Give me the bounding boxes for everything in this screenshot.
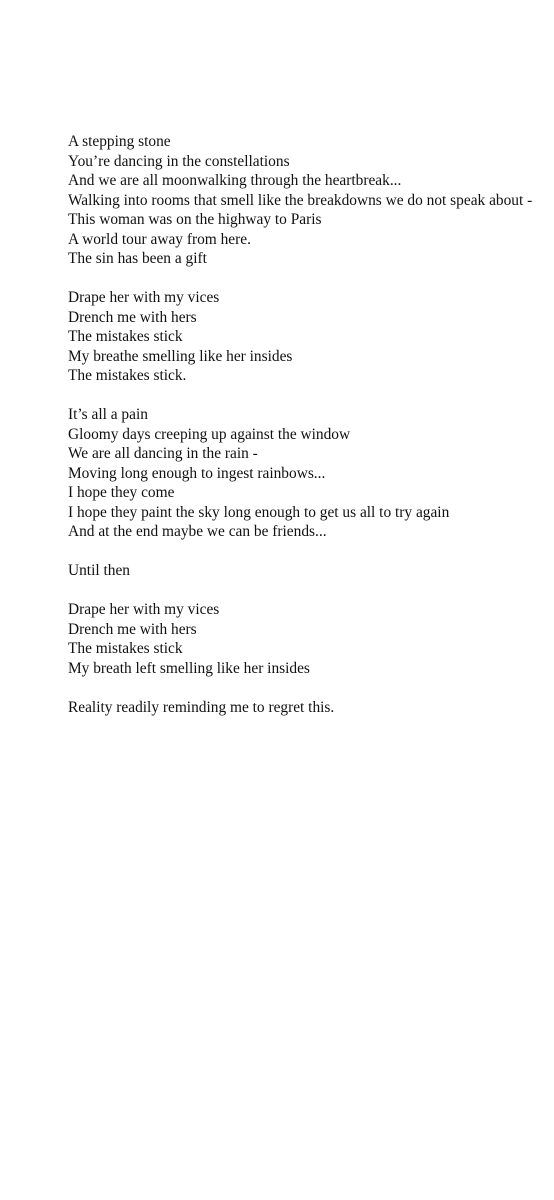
poem-line: And at the end maybe we can be friends... <box>68 523 327 540</box>
poem-line: It’s all a pain <box>68 406 148 423</box>
poem-line: Moving long enough to ingest rainbows... <box>68 464 326 482</box>
poem-line: My breath left smelling like her insides <box>68 659 310 677</box>
poem-line: We are all dancing in the rain - <box>68 445 258 462</box>
stanza-1 <box>68 132 538 269</box>
stanza-5 <box>68 600 538 678</box>
poem-line: This woman was on the highway to Paris <box>68 211 322 228</box>
poem-line: Walking into rooms that smell like the breakdowns we do not speak about - <box>68 191 533 209</box>
poem-line: You’re dancing in the constellations <box>68 152 290 170</box>
poem-line: Until then <box>68 562 130 579</box>
poem-line: Drench me with hers <box>68 308 197 326</box>
poem-line: Drape her with my vices <box>68 289 220 306</box>
stanza-4 <box>68 561 538 581</box>
stanza-3 <box>68 405 538 542</box>
stanza-2 <box>68 288 538 386</box>
poem-line: A world tour away from here. <box>68 230 251 248</box>
poem-line: The mistakes stick <box>68 328 183 345</box>
poem-line: A stepping stone <box>68 133 171 150</box>
poem-text <box>68 132 538 737</box>
poem-line: The mistakes stick <box>68 640 183 657</box>
poem-line: Reality readily reminding me to regret this. <box>68 698 335 716</box>
poem-line: Drape her with my vices <box>68 601 220 618</box>
poem-line: I hope they paint the sky long enough to get us all to try again <box>68 503 450 521</box>
stanza-6 <box>68 698 538 718</box>
poem-line: The sin has been a gift <box>68 250 207 267</box>
poem-line: I hope they come <box>68 484 175 501</box>
poem-line: And we are all moonwalking through the heartbreak... <box>68 172 402 189</box>
poem-line: The mistakes stick. <box>68 367 187 384</box>
poem-line: Drench me with hers <box>68 620 197 638</box>
poem-line: My breathe smelling like her insides <box>68 347 293 365</box>
poem-line: Gloomy days creeping up against the window <box>68 425 351 443</box>
